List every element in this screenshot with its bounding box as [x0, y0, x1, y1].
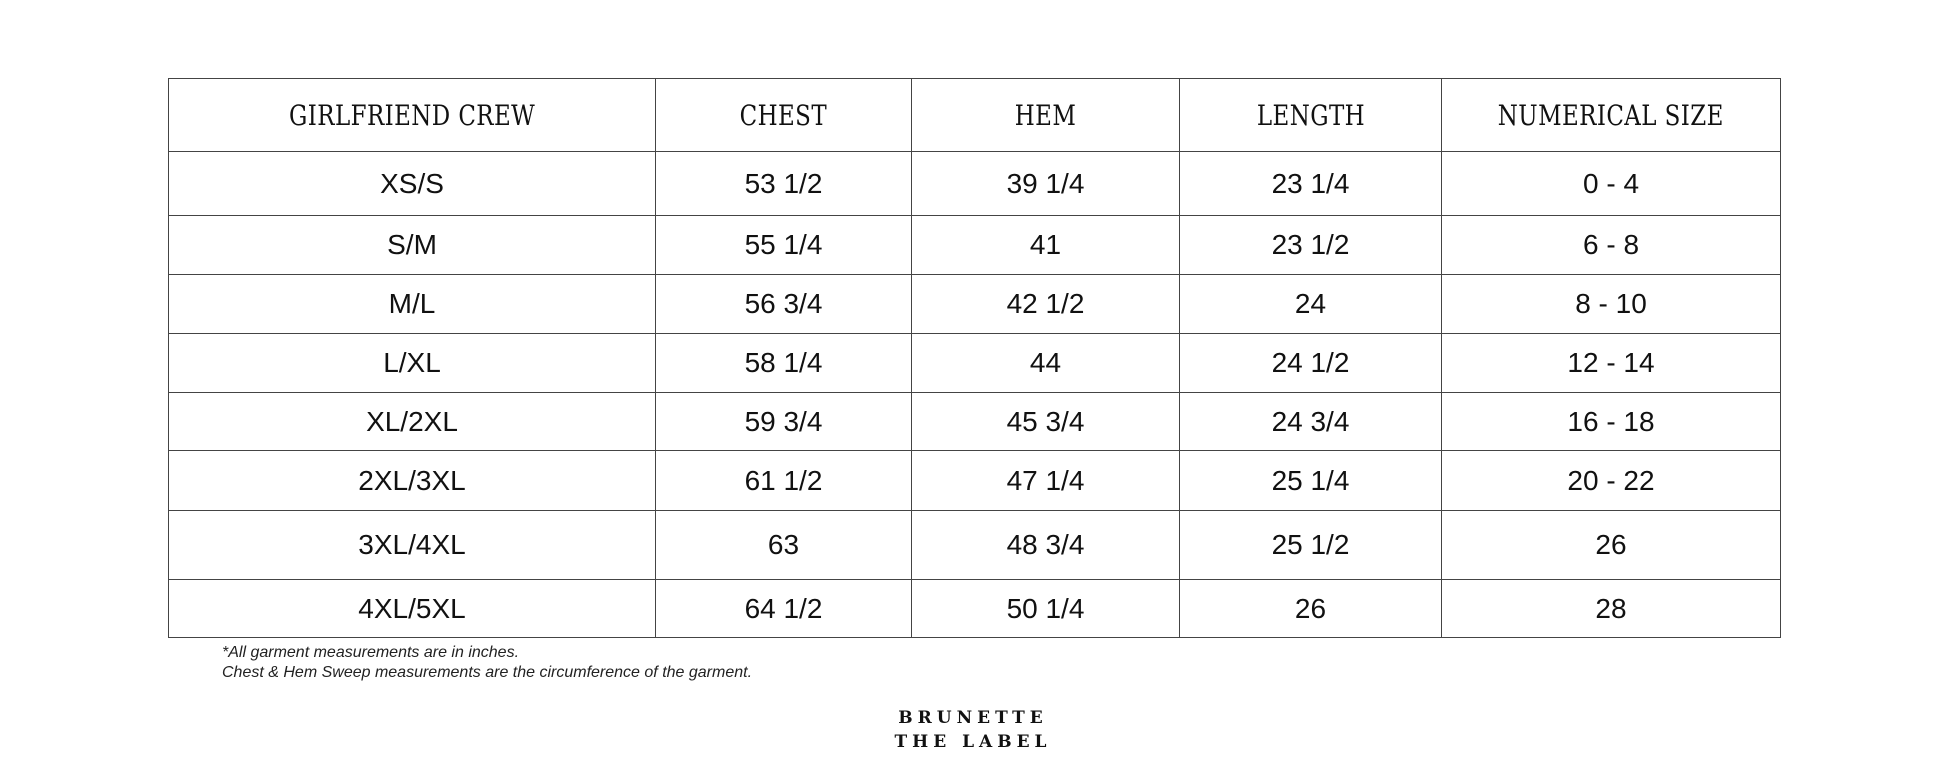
- size-cell: 3XL/4XL: [169, 511, 656, 580]
- table-row: [169, 451, 1781, 511]
- table-row: [169, 216, 1781, 275]
- brand-logo: [0, 706, 1946, 754]
- size-cell: XL/2XL: [169, 393, 656, 451]
- length-cell: 24 1/2: [1180, 334, 1442, 393]
- table-header-row: [169, 79, 1781, 152]
- size-cell: L/XL: [169, 334, 656, 393]
- length-cell: 25 1/2: [1180, 511, 1442, 580]
- table-row: [169, 511, 1781, 580]
- chest-cell: 56 3/4: [656, 275, 912, 334]
- length-cell: 26: [1180, 580, 1442, 638]
- size-cell: 2XL/3XL: [169, 451, 656, 511]
- brand-line-1: BRUNETTE: [898, 708, 1048, 728]
- hem-cell: 42 1/2: [912, 275, 1180, 334]
- numerical-size-cell: 28: [1442, 580, 1781, 638]
- header-style: GIRLFRIEND CREW: [169, 79, 656, 152]
- hem-cell: 47 1/4: [912, 451, 1180, 511]
- hem-cell: 39 1/4: [912, 152, 1180, 216]
- header-chest: CHEST: [656, 79, 912, 152]
- table-row: [169, 580, 1781, 638]
- numerical-size-cell: 6 - 8: [1442, 216, 1781, 275]
- table-row: [169, 393, 1781, 451]
- length-cell: 24: [1180, 275, 1442, 334]
- hem-cell: 50 1/4: [912, 580, 1180, 638]
- measurement-notes: [222, 643, 752, 683]
- hem-cell: 41: [912, 216, 1180, 275]
- size-chart-table: [168, 78, 1781, 638]
- chest-cell: 64 1/2: [656, 580, 912, 638]
- size-cell: M/L: [169, 275, 656, 334]
- numerical-size-cell: 20 - 22: [1442, 451, 1781, 511]
- chest-cell: 59 3/4: [656, 393, 912, 451]
- hem-cell: 44: [912, 334, 1180, 393]
- header-length: LENGTH: [1180, 79, 1442, 152]
- hem-cell: 45 3/4: [912, 393, 1180, 451]
- numerical-size-cell: 0 - 4: [1442, 152, 1781, 216]
- table-row: [169, 152, 1781, 216]
- numerical-size-cell: 8 - 10: [1442, 275, 1781, 334]
- numerical-size-cell: 26: [1442, 511, 1781, 580]
- size-cell: S/M: [169, 216, 656, 275]
- size-cell: XS/S: [169, 152, 656, 216]
- numerical-size-cell: 16 - 18: [1442, 393, 1781, 451]
- size-cell: 4XL/5XL: [169, 580, 656, 638]
- brand-line-2: THE LABEL: [894, 732, 1052, 752]
- note-circumference: Chest & Hem Sweep measurements are the circumference of the garment.: [222, 664, 753, 681]
- chest-cell: 55 1/4: [656, 216, 912, 275]
- header-numerical-size: NUMERICAL SIZE: [1442, 79, 1781, 152]
- length-cell: 24 3/4: [1180, 393, 1442, 451]
- table-row: [169, 334, 1781, 393]
- table-row: [169, 275, 1781, 334]
- header-hem: HEM: [912, 79, 1180, 152]
- numerical-size-cell: 12 - 14: [1442, 334, 1781, 393]
- hem-cell: 48 3/4: [912, 511, 1180, 580]
- length-cell: 23 1/4: [1180, 152, 1442, 216]
- chest-cell: 58 1/4: [656, 334, 912, 393]
- note-units: *All garment measurements are in inches.: [222, 644, 520, 661]
- chest-cell: 63: [656, 511, 912, 580]
- length-cell: 23 1/2: [1180, 216, 1442, 275]
- chest-cell: 61 1/2: [656, 451, 912, 511]
- chest-cell: 53 1/2: [656, 152, 912, 216]
- length-cell: 25 1/4: [1180, 451, 1442, 511]
